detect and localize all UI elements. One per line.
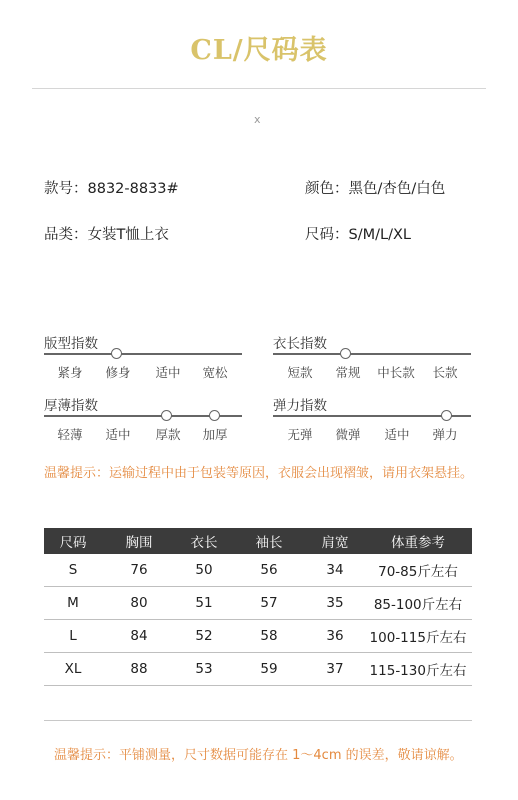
category: 品类：女装T恤上衣	[44, 227, 169, 243]
scale-tick: 轻薄	[57, 427, 83, 442]
table-cell: 88	[102, 653, 176, 686]
elasticity-scale	[273, 394, 473, 444]
table-cell: 35	[306, 587, 364, 620]
table-row	[44, 554, 472, 587]
bottom-divider	[44, 720, 472, 721]
scale-title: 版型指数	[44, 336, 98, 352]
scale-tick: 无弹	[287, 427, 313, 442]
table-cell: 85-100斤左右	[364, 587, 472, 620]
page-title: CL/尺码表	[190, 35, 328, 66]
scale-tick: 修身	[105, 365, 131, 380]
scale-tick: 长款	[432, 365, 458, 380]
table-cell: S	[44, 554, 102, 587]
shipping-notice: 温馨提示：运输过程中由于包装等原因，衣服会出现褶皱，请用衣架悬挂。	[44, 466, 474, 481]
style-number: 款号：8832-8833#	[44, 181, 179, 197]
scale-line	[273, 353, 471, 355]
table-cell: 36	[306, 620, 364, 653]
table-cell: 50	[176, 554, 232, 587]
length-scale	[273, 332, 473, 382]
table-cell: 59	[232, 653, 306, 686]
scale-tick: 加厚	[202, 427, 228, 442]
scale-tick: 微弹	[335, 427, 361, 442]
table-cell: 56	[232, 554, 306, 587]
table-cell: 76	[102, 554, 176, 587]
table-row	[44, 653, 472, 686]
scale-tick: 中长款	[377, 365, 415, 380]
column-header: 胸围	[102, 528, 176, 554]
table-cell: M	[44, 587, 102, 620]
scale-tick: 短款	[287, 365, 313, 380]
column-header: 体重参考	[364, 528, 472, 554]
table-row	[44, 587, 472, 620]
table-cell: 51	[176, 587, 232, 620]
scale-knob	[161, 410, 172, 421]
table-cell: 70-85斤左右	[364, 554, 472, 587]
scale-title: 衣长指数	[273, 336, 327, 352]
table-cell: 100-115斤左右	[364, 620, 472, 653]
scale-tick: 弹力	[432, 427, 458, 442]
table-cell: 37	[306, 653, 364, 686]
scale-tick: 适中	[384, 427, 410, 442]
table-cell: 34	[306, 554, 364, 587]
colors: 颜色：黑色/杏色/白色	[305, 181, 446, 197]
table-cell: 52	[176, 620, 232, 653]
close-icon[interactable]: x	[254, 113, 261, 126]
table-cell: 58	[232, 620, 306, 653]
scale-tick: 紧身	[57, 365, 83, 380]
scale-tick: 常规	[335, 365, 361, 380]
size-table	[44, 528, 472, 686]
table-cell: 80	[102, 587, 176, 620]
measurement-notice: 温馨提示：平铺测量，尺寸数据可能存在 1～4cm 的误差，敬请谅解。	[54, 748, 463, 763]
column-header: 衣长	[176, 528, 232, 554]
table-header-row	[44, 528, 472, 554]
scale-tick: 适中	[105, 427, 131, 442]
scale-title: 厚薄指数	[44, 398, 98, 414]
thickness-scale	[44, 394, 244, 444]
column-header: 肩宽	[306, 528, 364, 554]
scale-knob	[111, 348, 122, 359]
scale-tick: 宽松	[202, 365, 228, 380]
scale-line	[44, 353, 242, 355]
fit-scale	[44, 332, 244, 382]
table-cell: 57	[232, 587, 306, 620]
scale-knob	[441, 410, 452, 421]
scale-title: 弹力指数	[273, 398, 327, 414]
scale-knob	[209, 410, 220, 421]
table-cell: 53	[176, 653, 232, 686]
table-cell: XL	[44, 653, 102, 686]
column-header: 尺码	[44, 528, 102, 554]
column-header: 袖长	[232, 528, 306, 554]
scale-tick: 厚款	[155, 427, 181, 442]
table-cell: L	[44, 620, 102, 653]
title-divider	[32, 88, 486, 89]
sizes: 尺码：S/M/L/XL	[305, 227, 411, 243]
table-cell: 115-130斤左右	[364, 653, 472, 686]
scale-tick: 适中	[155, 365, 181, 380]
scale-knob	[340, 348, 351, 359]
table-row	[44, 620, 472, 653]
table-cell: 84	[102, 620, 176, 653]
